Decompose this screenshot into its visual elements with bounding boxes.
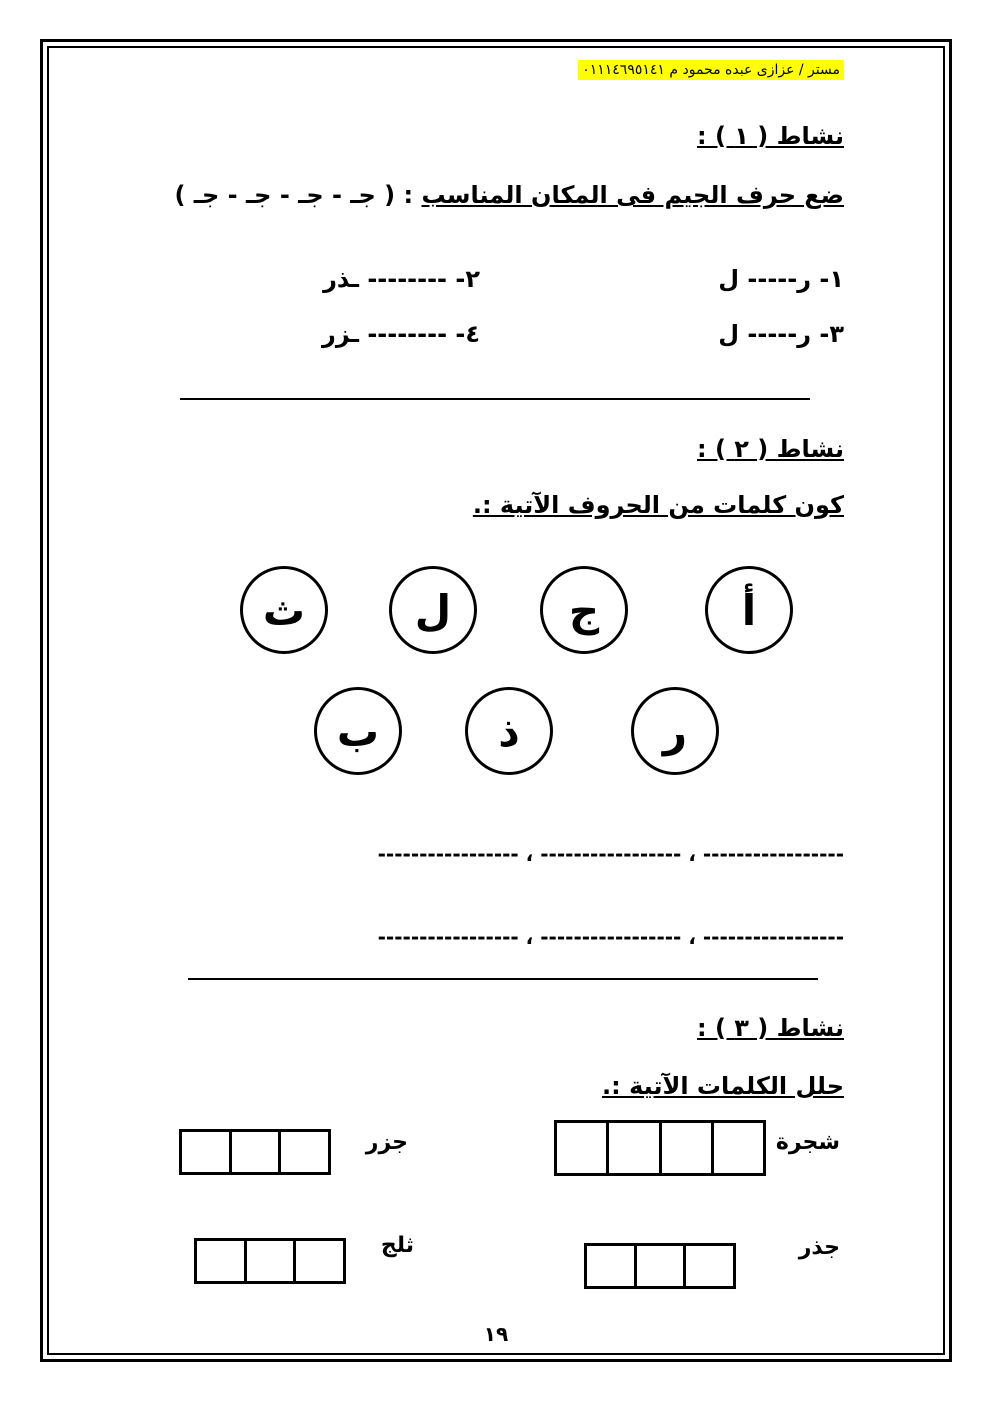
letter-circle: أ: [705, 566, 793, 654]
activity1-instruction: [174, 181, 844, 209]
divider-2: [188, 978, 818, 980]
page-number: ١٩: [483, 1322, 509, 1346]
activity2-title: نشاط ( ٢ ) :: [697, 435, 844, 463]
letter-circle: ث: [240, 566, 328, 654]
activity3-instruction: حلل الكلمات الآتية :.: [602, 1072, 844, 1100]
answer-line-1[interactable]: ----------------- ، ----------------- ، -----------------: [377, 842, 844, 866]
activity1-instruction-letters: : ( جـ - جـ - جـ - جـ ): [174, 181, 422, 209]
letter-circle: ب: [314, 687, 402, 775]
activity2-instruction: كون كلمات من الحروف الآتية :.: [472, 491, 844, 519]
letter-boxes[interactable]: [554, 1120, 766, 1176]
letter-boxes[interactable]: [584, 1243, 736, 1289]
divider-1: [180, 398, 810, 400]
activity1-item-4: ٤- -------- ـزر: [322, 320, 480, 348]
answer-line-2[interactable]: ----------------- ، ----------------- ، -----------------: [377, 925, 844, 949]
activity1-item-3: ٣- ر----- ل: [718, 320, 844, 348]
activity1-item-2: ٢- -------- ـذر: [323, 265, 480, 293]
activity1-instruction-underlined: ضع حرف الجيم فى المكان المناسب: [421, 181, 844, 209]
author-header: مستر / عزازى عبده محمود م ٠١١١٤٦٩٥١٤١: [578, 60, 844, 80]
analyze-word: ثلج: [380, 1233, 414, 1258]
letter-circle: ذ: [465, 687, 553, 775]
letter-circle: ج: [540, 566, 628, 654]
activity1-title: نشاط ( ١ ) :: [697, 122, 844, 150]
letter-circle: ر: [631, 687, 719, 775]
analyze-word: جزر: [365, 1130, 408, 1155]
analyze-word: شجرة: [775, 1130, 840, 1155]
activity3-title: نشاط ( ٣ ) :: [697, 1014, 844, 1042]
letter-circle: ل: [389, 566, 477, 654]
letter-boxes[interactable]: [179, 1129, 331, 1175]
analyze-word: جذر: [798, 1235, 840, 1260]
letter-boxes[interactable]: [194, 1238, 346, 1284]
activity1-item-1: ١- ر----- ل: [718, 265, 844, 293]
